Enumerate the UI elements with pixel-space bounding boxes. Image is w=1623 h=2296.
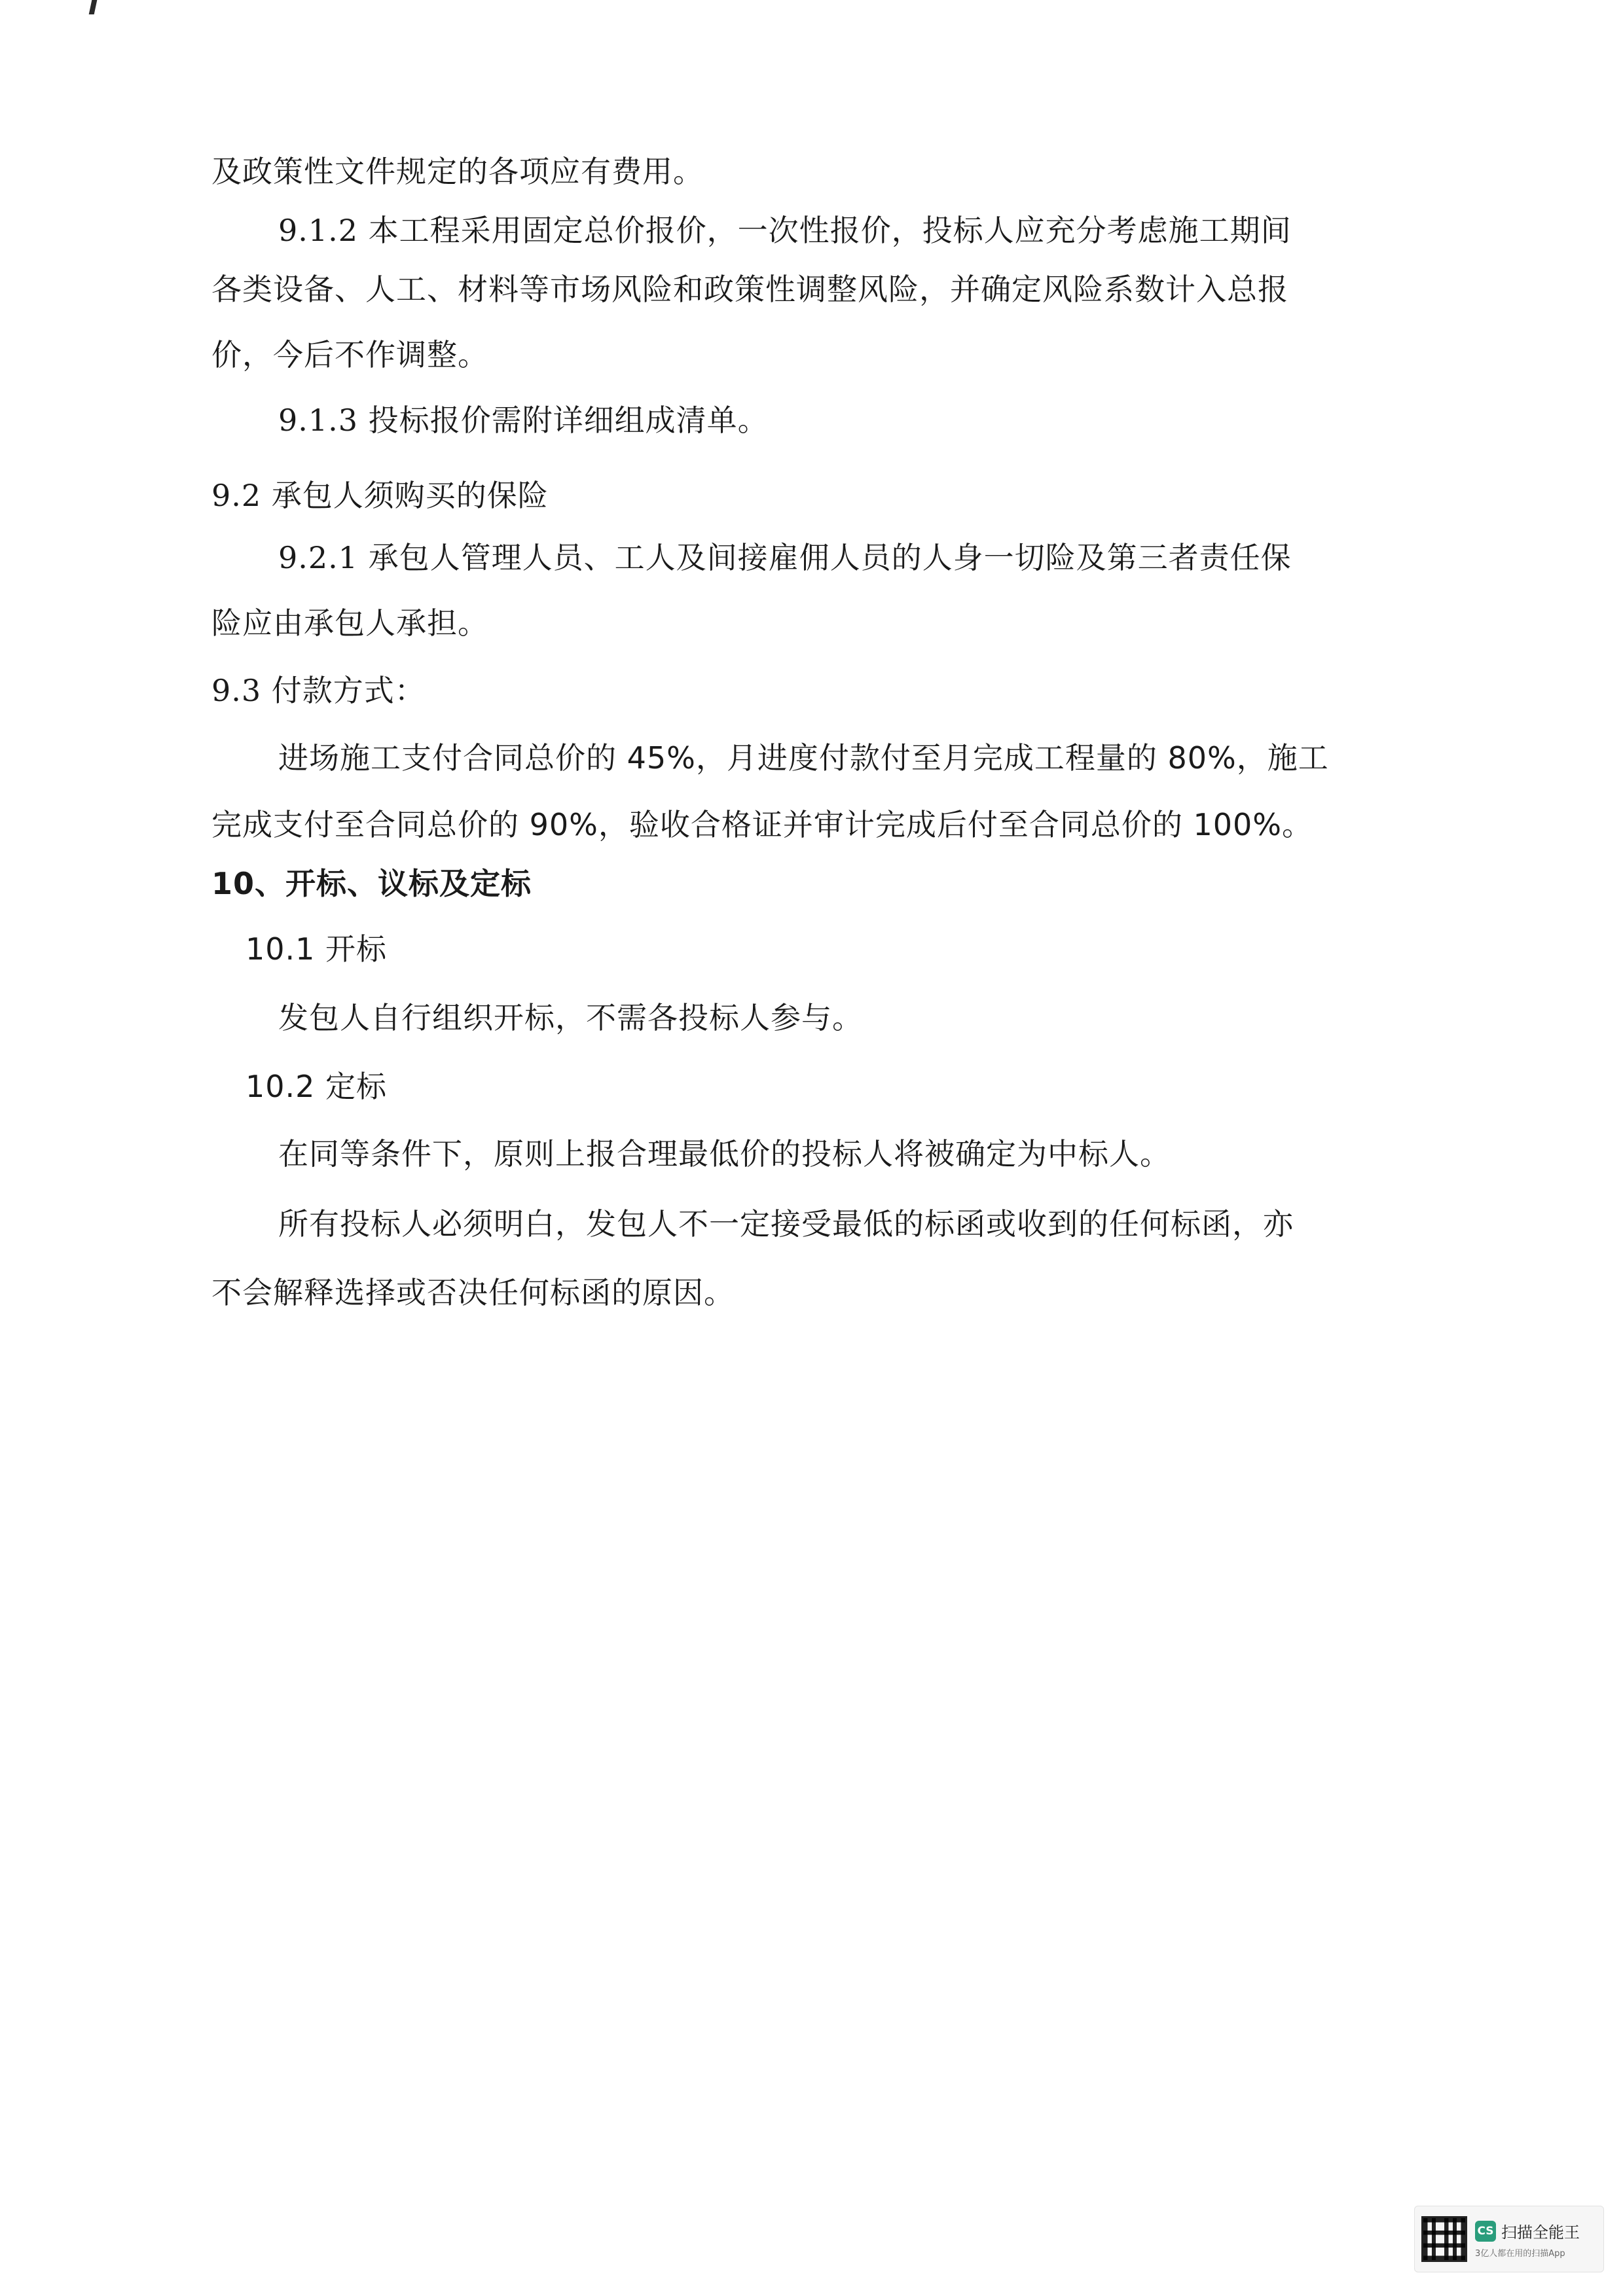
camscanner-logo-icon: CS — [1475, 2221, 1496, 2242]
section-title: 9.2 承包人须购买的保险 — [211, 478, 549, 513]
section-heading: 10、开标、议标及定标 — [211, 866, 532, 901]
text-line: 9.1.2 本工程采用固定总价报价，一次性报价，投标人应充分考虑施工期间 — [278, 213, 1292, 248]
text-line: 险应由承包人承担。 — [211, 605, 488, 641]
text-line: 9.1.3 投标报价需附详细组成清单。 — [278, 403, 769, 438]
subsection-title: 10.2 定标 — [246, 1069, 388, 1104]
text-line: 所有投标人必须明白，发包人不一定接受最低的标函或收到的任何标函，亦 — [278, 1206, 1294, 1242]
text-line: 发包人自行组织开标，不需各投标人参与。 — [278, 1000, 863, 1035]
text-line: 进场施工支付合同总价的 45%，月进度付款付至月完成工程量的 80%，施工 — [278, 740, 1329, 776]
section-title: 9.3 付款方式： — [211, 673, 426, 708]
text-line: 价，今后不作调整。 — [211, 337, 488, 372]
text-line: 9.2.1 承包人管理人员、工人及间接雇佣人员的人身一切险及第三者责任保 — [278, 540, 1292, 575]
text-line: 各类设备、人工、材料等市场风险和政策性调整风险，并确定风险系数计入总报 — [211, 272, 1288, 307]
watermark-name: 扫描全能王 — [1501, 2223, 1580, 2242]
text-line: 在同等条件下，原则上报合理最低价的投标人将被确定为中标人。 — [278, 1136, 1171, 1172]
text-line: 完成支付至合同总价的 90%，验收合格证并审计完成后付至合同总价的 100%。 — [211, 807, 1313, 842]
text-line: 及政策性文件规定的各项应有费用。 — [211, 154, 704, 189]
scanner-watermark — [1414, 2206, 1604, 2272]
watermark-tagline: 3亿人都在用的扫描App — [1475, 2249, 1565, 2259]
subsection-title: 10.1 开标 — [246, 931, 388, 967]
qr-code-icon — [1421, 2216, 1467, 2262]
text-line: 不会解释选择或否决任何标函的原因。 — [211, 1275, 735, 1310]
